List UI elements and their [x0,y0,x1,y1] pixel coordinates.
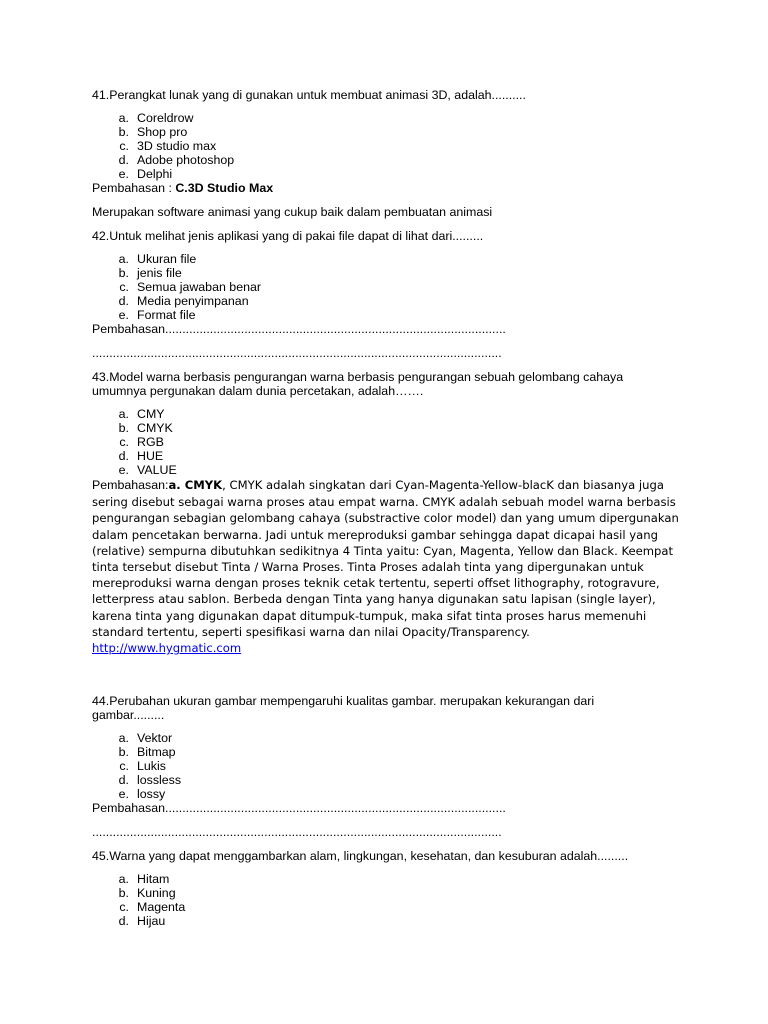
option-letter: c. [119,900,129,915]
question-44 [92,694,692,839]
question-text-line1: 44.Perubahan ukuran gambar mempengaruhi kualitas gambar. merupakan kekurangan dari [92,694,595,709]
option-letter: a. [118,407,129,421]
pembahasan-answer: C.3D Studio Max [175,181,274,195]
option-letter: e. [118,308,129,322]
option-item [92,773,692,787]
option-text: jenis file [137,266,182,280]
option-item [92,900,692,914]
option-letter: a. [118,111,129,125]
question-41 [92,88,692,219]
question-text-line2: gambar......... [92,708,165,723]
option-text: Semua jawaban benar [137,280,261,294]
pembahasan-body [92,494,692,656]
option-item [92,125,692,139]
pembahasan-note: Merupakan software animasi yang cukup baik dalam pembuatan animasi [92,205,493,219]
option-letter: e. [118,787,129,802]
option-text: Adobe photoshop [137,153,235,167]
option-item [92,435,692,449]
option-text: Media penyimpanan [137,294,249,308]
option-text: Hijau [137,914,166,929]
pembahasan-line: tinta tersebut disebut Tinta / Warna Proses. Tinta Proses adalah tinta yang dipergunakan untuk [92,560,644,575]
pembahasan-line: karena tinta yang digunakan dapat ditumpuk-tumpuk, maka sifat tinta proses harus memenuhi [92,608,647,623]
question-42 [92,229,692,360]
option-item [92,914,692,928]
option-item [92,421,692,435]
option-item [92,153,692,167]
option-item [92,449,692,463]
options-list [92,111,692,181]
question-45 [92,849,692,928]
pembahasan-label: Pembahasan................................................................................................... [92,801,506,816]
pembahasan-first-line [92,477,692,493]
option-item [92,759,692,773]
options-list [92,252,692,322]
option-letter: c. [119,759,129,774]
option-text: CMY [137,407,165,421]
option-letter: a. [118,252,129,266]
option-letter: b. [118,125,129,139]
option-item [92,308,692,322]
option-letter: a. [118,872,129,887]
option-item [92,294,692,308]
pembahasan-line: dalam pencetakan berwarna. Jadi untuk mereproduksi gambar sehingga dapat dicapai hasil yang [92,527,658,542]
question-text-line2: umumnya pergunakan dalam dunia percetakan, adalah……. [92,384,424,398]
option-text: Hitam [137,872,170,887]
pembahasan-line: sering disebut sebagai warna proses atau empat warna. CMYK adalah sebuah model warna berbasis [92,495,676,510]
question-43 [92,370,692,656]
option-item [92,886,692,900]
option-text: Coreldrow [137,111,194,125]
question-text: 45.Warna yang dapat menggambarkan alam, lingkungan, kesehatan, dan kesuburan adalah......... [92,849,629,864]
pembahasan-line: letterpress atau sablon. Berbeda dengan Tinta yang hanya digunakan satu lapisan (single layer), [92,592,656,607]
option-text: Ukuran file [137,252,197,266]
option-item [92,252,692,266]
option-letter: c. [119,435,129,449]
option-letter: c. [119,280,129,294]
option-letter: b. [118,421,129,435]
options-list [92,731,692,801]
option-letter: e. [118,463,129,477]
options-list [92,407,692,477]
option-letter: b. [118,886,129,901]
option-item [92,463,692,477]
option-letter: a. [118,731,129,746]
option-item [92,787,692,801]
options-list [92,872,692,928]
option-text: Shop pro [137,125,188,139]
pembahasan-line: mereproduksi warna dengan proses teknik cetak tertentu, seperti offset lithography, rotogravure, [92,576,660,591]
pembahasan-line: (relative) sempurna dibutuhkan sedikitnya 4 Tinta yaitu: Cyan, Magenta, Yellow dan Black. Keempat [92,543,674,558]
pembahasan-label: Pembahasan : [92,181,176,195]
option-text: 3D studio max [137,139,217,153]
question-text-line1: 43.Model warna berbasis pengurangan warna berbasis pengurangan sebuah gelombang cahaya [92,370,624,384]
question-text: 41.Perangkat lunak yang di gunakan untuk membuat animasi 3D, adalah.......... [92,88,526,102]
answer-dots-line: ....................................................................................................................... [92,825,502,840]
pembahasan-label: Pembahasan: [92,478,169,492]
pembahasan-label: Pembahasan................................................................................................... [92,322,506,336]
pembahasan-line: standard tertentu, seperti spesifikasi warna dan nilai Opacity/Transparency. [92,624,530,639]
option-item [92,266,692,280]
pembahasan-answer: a. CMYK [168,478,223,492]
option-text: HUE [137,449,164,463]
option-text: Format file [137,308,196,322]
option-item [92,111,692,125]
option-item [92,872,692,886]
option-text: RGB [137,435,164,449]
option-letter: d. [118,914,129,929]
option-item [92,407,692,421]
option-item [92,731,692,745]
option-text: VALUE [137,463,177,477]
option-text: Bitmap [137,745,176,760]
question-text: 42.Untuk melihat jenis aplikasi yang di pakai file dapat di lihat dari......... [92,229,484,243]
option-letter: d. [118,294,129,308]
answer-dots-line: ....................................................................................................................... [92,346,502,360]
source-link[interactable]: http://www.hygmatic.com [92,641,242,656]
option-letter: d. [118,773,129,788]
option-text: Magenta [137,900,186,915]
option-text: CMYK [137,421,173,435]
option-letter: b. [118,266,129,280]
option-letter: d. [118,449,129,463]
option-letter: e. [118,167,129,181]
option-text: Delphi [137,167,173,181]
option-item [92,167,692,181]
option-text: lossy [137,787,166,802]
option-item [92,139,692,153]
pembahasan [92,181,692,195]
option-text: Lukis [137,759,166,774]
option-letter: b. [118,745,129,760]
option-text: Kuning [137,886,176,901]
pembahasan-line: , CMYK adalah singkatan dari Cyan-Magenta-Yellow-blacK dan biasanya juga [222,478,664,492]
pembahasan-block [92,477,692,656]
document-page [92,88,692,928]
pembahasan-line: pengurangan sebagian gelombang cahaya (substractive color model) dan yang umum dipergunakan [92,511,679,526]
option-item [92,745,692,759]
option-text: Vektor [137,731,173,746]
option-text: lossless [137,773,182,788]
option-letter: c. [119,139,129,153]
option-letter: d. [118,153,129,167]
option-item [92,280,692,294]
